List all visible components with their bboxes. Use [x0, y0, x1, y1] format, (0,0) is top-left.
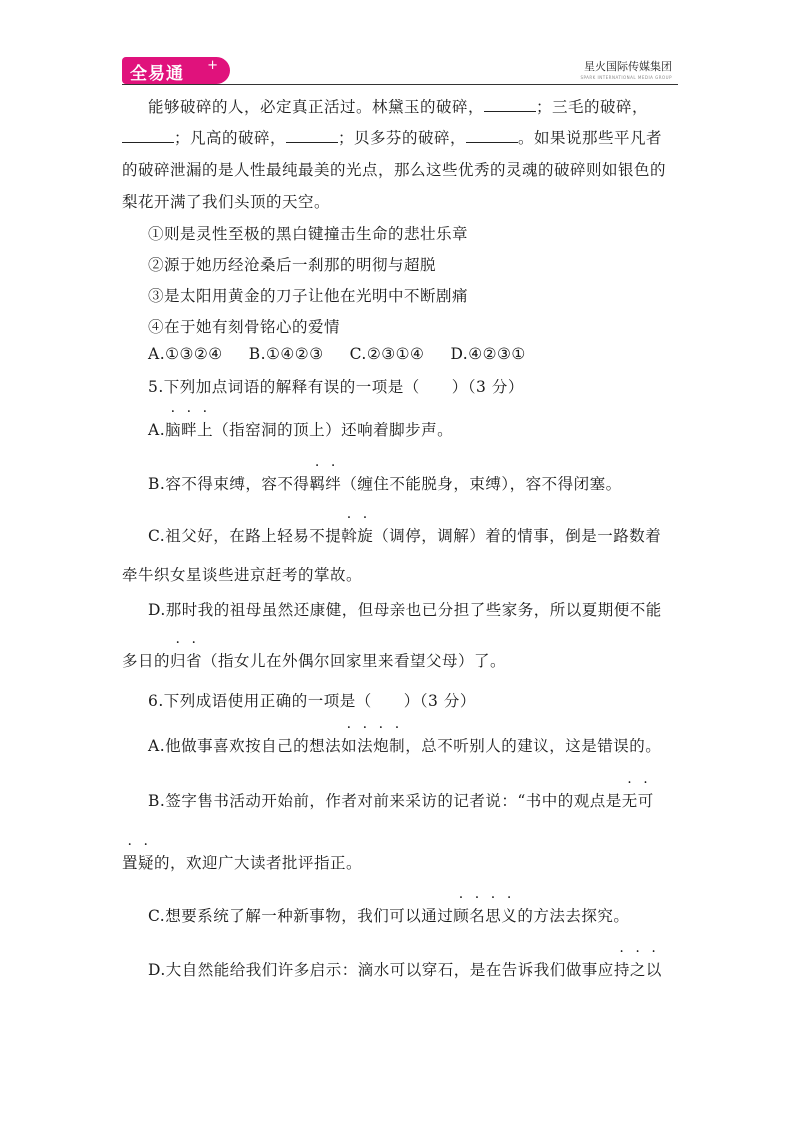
option-text: C.祖父好，在路上轻易不提 [148, 527, 342, 545]
answer-blank [286, 130, 338, 143]
emphasis-char: 思 [485, 907, 502, 925]
emphasis-char: 上 [197, 421, 214, 439]
question-6-option-a [148, 734, 661, 756]
emphasis-char: 斡 [341, 527, 358, 545]
option-text: （指窑洞的顶上）还响着脚步声。 [213, 421, 454, 439]
answer-blank [484, 99, 536, 112]
brand-logo [122, 57, 230, 84]
dotted-term [122, 854, 154, 872]
option-text: A. [148, 421, 166, 439]
option-text: （指女儿在外偶尔回家里来看望父母）了。 [202, 652, 507, 670]
passage-line-3: 的破碎泄漏的是人性最纯最美的光点，那么这些优秀的灵魂的破碎则如银色的 [122, 161, 667, 179]
emphasis-char: 羁 [309, 475, 326, 493]
emphasis-char: 名 [469, 907, 486, 925]
emphasis-char: 旋 [357, 527, 374, 545]
question-5-option-c-cont: 牵牛织女星谈些进京赶考的掌故。 [122, 566, 363, 584]
option-text: ，总不听别人的建议，这是错误的。 [405, 737, 662, 755]
question-5-option-d: D.那时我的祖母虽然还康健，但母亲也已分担了些家务，所以夏期便不能 [148, 601, 662, 619]
passage-text: ；三毛的破碎， [536, 98, 649, 116]
question-6-option-d [148, 958, 662, 980]
choice-b: B.①④②③ [248, 345, 324, 363]
header-rule [122, 84, 678, 85]
answer-blank [122, 130, 174, 143]
dotted-term [614, 961, 662, 979]
choice-d: D.④②③① [450, 345, 526, 363]
option-text: B.容不得束缚，容不得 [148, 475, 310, 493]
publisher-title: 星火国际传媒集团 [584, 60, 672, 73]
option-4: ④在于她有刻骨铭心的爱情 [148, 318, 341, 336]
emphasis-char: 顾 [453, 907, 470, 925]
question-5-option-a [148, 418, 453, 440]
question-5-stem: 5.下列加点词语的解释有误的一项是（ ）（3 分） [148, 378, 524, 396]
emphasis-char: 持 [613, 961, 630, 979]
dotted-term [453, 907, 517, 925]
option-text: B.签字售书活动开始前，作者对前来采访的记者说：“书中的观点是 [148, 792, 622, 810]
emphasis-char: 畔 [181, 421, 198, 439]
passage-text: 能够破碎的人，必定真正活过。林黛玉的破碎， [148, 98, 485, 116]
option-text: 多日的 [122, 652, 171, 670]
question-5-option-c [148, 524, 661, 546]
emphasis-char: 以 [645, 961, 662, 979]
choice-c: C.②③①④ [349, 345, 425, 363]
emphasis-char: 可 [637, 792, 654, 810]
publisher-subtitle: SPARK INTERNATIONAL MEDIA GROUP [580, 75, 672, 80]
dotted-term [341, 527, 373, 545]
emphasis-char: 置 [122, 854, 139, 872]
option-1: ①则是灵性至极的黑白键撞击生命的悲壮乐章 [148, 225, 469, 243]
option-text: （调停，调解）着的情事，倒是一路数着 [373, 527, 662, 545]
passage-line-1 [148, 95, 648, 117]
option-text: 的方法去探究。 [517, 907, 630, 925]
dotted-term [165, 421, 213, 439]
option-2: ②源于她历经沧桑后一刹那的明彻与超脱 [148, 256, 437, 274]
publisher-name [580, 58, 672, 80]
emphasis-char: 法 [357, 737, 374, 755]
passage-line-2 [122, 126, 662, 148]
question-5-option-b [148, 472, 622, 494]
emphasis-char: 制 [389, 737, 406, 755]
emphasis-char: 归 [170, 652, 187, 670]
question-6-option-b-cont [122, 851, 362, 873]
emphasis-char: 如 [341, 737, 358, 755]
question-5-option-d-cont [122, 649, 506, 671]
option-text: 的，欢迎广大读者批评指正。 [154, 854, 363, 872]
option-text: D.大自然能给我们许多启示：滴水可以穿石，是在告诉我们做事应 [148, 961, 614, 979]
emphasis-char: 义 [501, 907, 518, 925]
dotted-term [309, 475, 341, 493]
option-text: C.想要系统了解一种新事物，我们可以通过 [148, 907, 454, 925]
emphasis-char: 脑 [165, 421, 182, 439]
choice-a: A.①③②④ [148, 345, 223, 363]
passage-text: ；贝多芬的破碎， [338, 129, 467, 147]
option-3: ③是太阳用黄金的刀子让他在光明中不断剧痛 [148, 287, 469, 305]
passage-line-4: 梨花开满了我们头顶的天空。 [122, 193, 331, 211]
option-text: （缠住不能脱身，束缚），容不得闭塞。 [341, 475, 622, 493]
passage-text: 。如果说那些平凡者 [518, 129, 663, 147]
dotted-term [622, 792, 654, 810]
answer-blank [466, 130, 518, 143]
emphasis-char: 无 [621, 792, 638, 810]
option-text: A.他做事喜欢按自己的想法 [148, 737, 342, 755]
emphasis-char: 之 [629, 961, 646, 979]
question-6-option-c [148, 904, 629, 926]
brand-logo-text: 全易通 [130, 64, 184, 84]
dotted-term [170, 652, 202, 670]
question-6-option-b [148, 789, 654, 811]
emphasis-char: 疑 [138, 854, 155, 872]
page-header [0, 0, 800, 90]
passage-text: ；凡高的破碎， [174, 129, 287, 147]
dotted-term [341, 737, 405, 755]
emphasis-char: 炮 [373, 737, 390, 755]
emphasis-char: 省 [186, 652, 203, 670]
question-6-stem: 6.下列成语使用正确的一项是（ ）（3 分） [148, 692, 476, 710]
brand-logo-plus: + [207, 58, 218, 73]
emphasis-char: 绊 [325, 475, 342, 493]
answer-choices [148, 345, 526, 363]
